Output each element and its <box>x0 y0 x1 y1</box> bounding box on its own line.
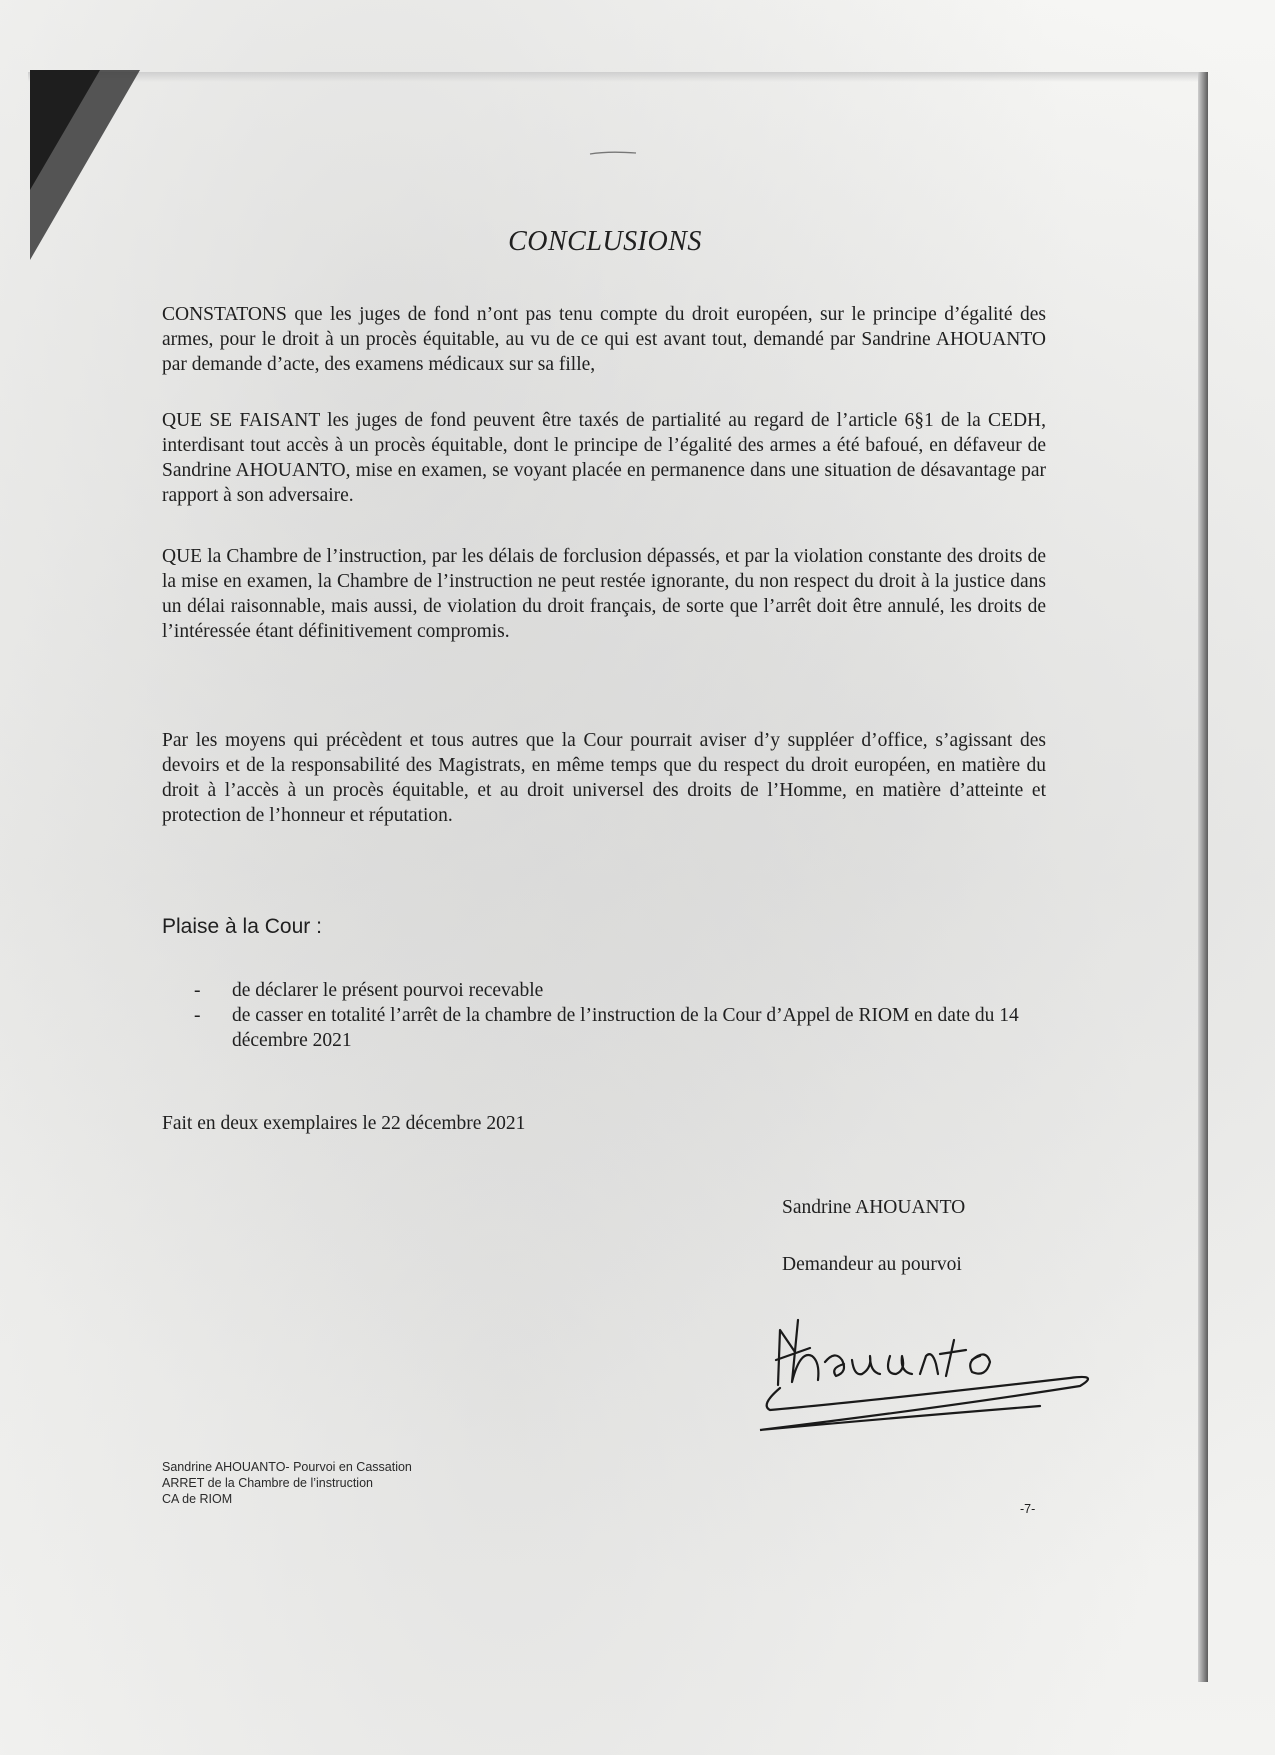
handwritten-signature <box>740 1290 1140 1440</box>
footer-line: CA de RIOM <box>162 1492 233 1506</box>
request-text: de casser en totalité l’arrêt de la chambre de l’instruction de la Cour d’Appel de RIOM en date du 14 décembre 2021 <box>232 1005 1019 1051</box>
signatory-role: Demandeur au pourvoi <box>782 1254 962 1275</box>
footer-line: Sandrine AHOUANTO- Pourvoi en Cassation <box>162 1460 412 1474</box>
footer-line: ARRET de la Chambre de l’instruction <box>162 1476 373 1490</box>
plaise-heading: Plaise à la Cour : <box>162 915 322 938</box>
document-title: CONCLUSIONS <box>508 226 702 257</box>
request-item <box>194 1003 1064 1053</box>
bullet-dash: - <box>194 980 201 1001</box>
scan-shadow-top <box>28 72 1208 82</box>
requests-list <box>194 978 1064 1053</box>
request-item <box>194 978 1064 1003</box>
paragraph-constatons: CONSTATONS que les juges de fond n’ont pas tenu compte du droit européen, sur le principe d’égalité des armes, pour le droit à un procès équitable, au vu de ce qui est avant tout, demandé par Sandrine AHOUANTO par demande d’acte, des examens médicaux sur sa fille, <box>162 304 1046 375</box>
paragraph-que-se-faisant: QUE SE FAISANT les juges de fond peuvent être taxés de partialité au regard de l’article 6§1 de la CEDH, interdisant tout accès à un procès équitable, dont le principe de l’égalité des armes a été bafoué, en défaveur de Sandrine AHOUANTO, mise en examen, se voyant placée en permanence dans une situation de désavantage par rapport à son adversaire. <box>162 410 1046 506</box>
paragraph-par-les-moyens: Par les moyens qui précèdent et tous autres que la Cour pourrait aviser d’y suppléer d’office, s’agissant des devoirs et de la responsabilité des Magistrats, en même temps que du respect du droit européen, en matière du droit à l’accès à un procès équitable, et au droit universel des droits de l’Homme, en matière d’atteinte et protection de l’honneur et réputation. <box>162 730 1046 826</box>
scan-shadow-right-edge <box>1198 72 1208 1682</box>
page-number: -7- <box>1020 1502 1036 1516</box>
date-place-line: Fait en deux exemplaires le 22 décembre 2021 <box>162 1113 526 1134</box>
signatory-name: Sandrine AHOUANTO <box>782 1197 966 1218</box>
request-text: de déclarer le présent pourvoi recevable <box>232 980 544 1001</box>
bullet-dash: - <box>194 1005 201 1026</box>
document-footer <box>162 1459 412 1507</box>
paragraph-chambre-instruction: QUE la Chambre de l’instruction, par les délais de forclusion dépassés, et par la violation constante des droits de la mise en examen, la Chambre de l’instruction ne peut restée ignorante, du non respect du droit à la justice dans un délai raisonnable, mais aussi, de violation du droit français, de sorte que l’arrêt doit être annulé, les droits de l’intéressée étant définitivement compromis. <box>162 546 1046 642</box>
scan-stray-mark <box>588 150 638 156</box>
